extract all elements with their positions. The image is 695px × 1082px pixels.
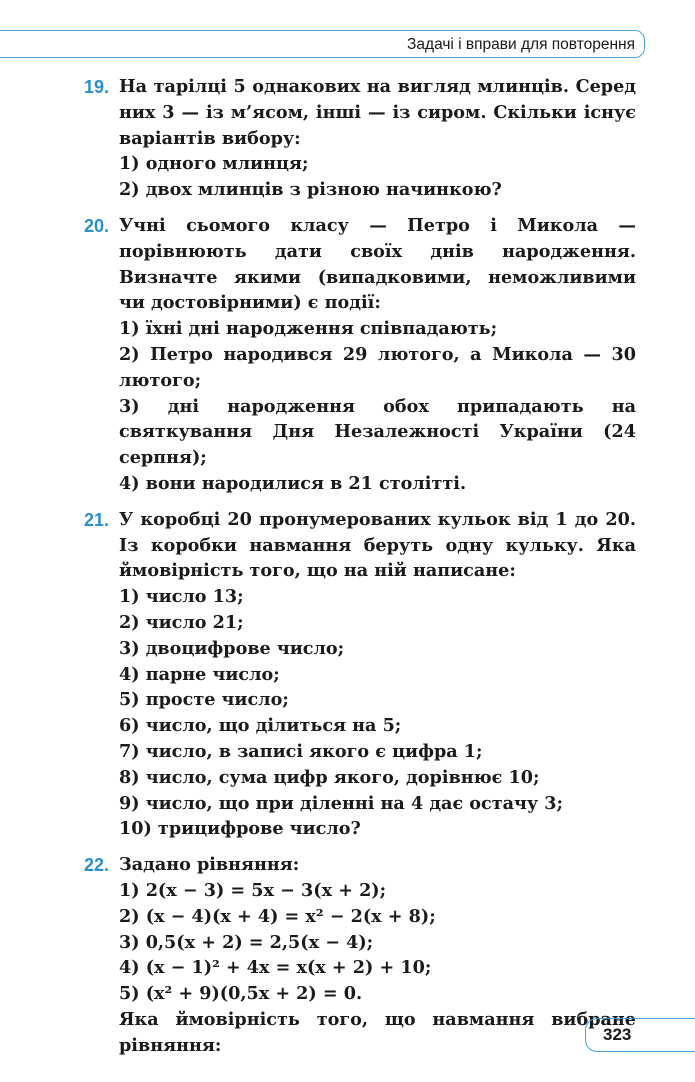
problem-number: 19. <box>84 77 110 97</box>
page-number: 323 <box>603 1025 632 1044</box>
problem-item: 1) їхні дні народження співпадають; <box>119 318 498 340</box>
problem-item: 7) число, в записі якого є цифра 1; <box>119 740 483 762</box>
problem-question: Яка ймовірність того, що навмання вибране рівняння: <box>119 1008 636 1056</box>
problem-21 <box>0 507 695 842</box>
equation-item: 2) (x − 4)(x + 4) = x² − 2(x + 8); <box>119 905 436 927</box>
problem-item: 5) просте число; <box>119 689 289 711</box>
problem-text: Задано рівняння: <box>119 854 300 876</box>
problems-list <box>0 74 695 1068</box>
problem-text: У коробці 20 пронумерованих кульок від 1 до 20. Із коробки навмання беруть одну кульку. Яка ймовірність того, що на ній написане: <box>119 508 636 582</box>
problem-item: 4) вони народилися в 21 столітті. <box>119 472 467 494</box>
problem-item: 6) число, що ділиться на 5; <box>119 715 402 737</box>
equation-item: 3) 0,5(x + 2) = 2,5(x − 4); <box>119 931 374 953</box>
problem-item: 3) двоцифрове число; <box>119 637 345 659</box>
problem-item: 3) дні народження обох припадають на святкування Дня Незалежності України (24 серпня); <box>119 395 636 469</box>
problem-number: 22. <box>84 855 110 876</box>
problem-item: 4) парне число; <box>119 663 280 685</box>
problem-item: 10) трицифрове число? <box>119 818 361 840</box>
problem-item: 9) число, що при діленні на 4 дає остачу 3; <box>119 792 564 814</box>
problem-item: 2) число 21; <box>119 611 244 633</box>
page-header-title: Задачі і вправи для повторення <box>407 36 635 53</box>
problem-item: 8) число, сума цифр якого, дорівнює 10; <box>119 766 540 788</box>
page-number-tab <box>585 1018 695 1052</box>
problem-text: На тарілці 5 однакових на вигляд млинців. Серед них 3 — із м’ясом, інші — із сиром. Скільки існує варіантів вибору: <box>119 76 636 149</box>
problem-item: 2) Петро народився 29 лютого, а Микола — 30 лютого; <box>119 343 636 391</box>
problem-item: 2) двох млинців з різною начинкою? <box>119 179 502 201</box>
problem-19 <box>0 74 695 203</box>
problem-item: 1) одного млинця; <box>119 153 309 175</box>
problem-20 <box>0 213 695 497</box>
equation-item: 1) 2(x − 3) = 5x − 3(x + 2); <box>119 879 387 901</box>
problem-text: Учні сьомого класу — Петро і Микола — порівнюють дати своїх днів народження. Визначте якими (випадковими, неможливими чи достовірними) є події: <box>119 214 636 314</box>
problem-number: 21. <box>84 509 110 530</box>
problem-number: 20. <box>84 215 110 236</box>
problem-item: 1) число 13; <box>119 586 244 608</box>
equation-item: 5) (x² + 9)(0,5x + 2) = 0. <box>119 983 363 1005</box>
equation-item: 4) (x − 1)² + 4x = x(x + 2) + 10; <box>119 957 432 979</box>
